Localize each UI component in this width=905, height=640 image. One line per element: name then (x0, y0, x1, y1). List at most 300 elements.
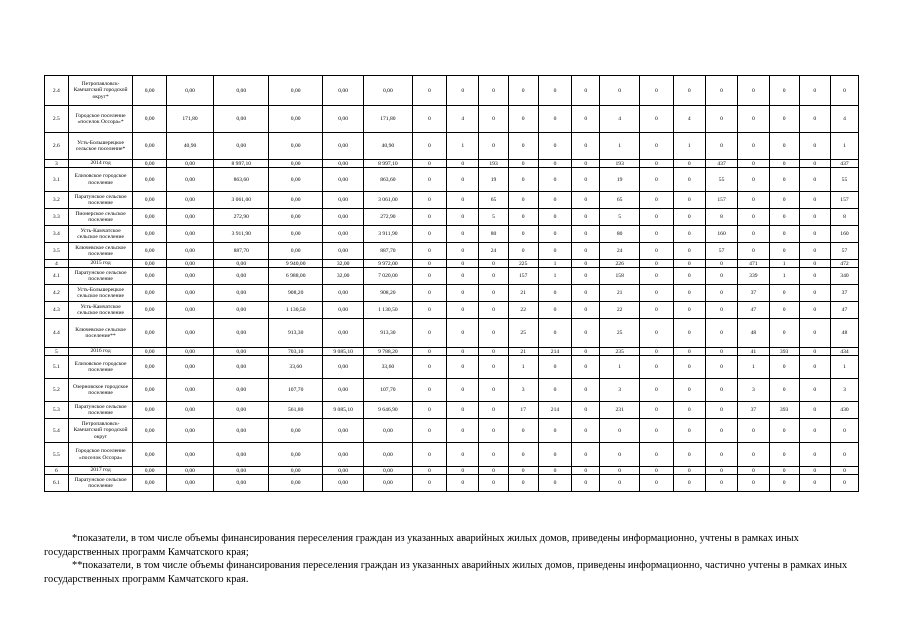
table-cell: 32,00 (323, 268, 364, 285)
table-cell: 0 (412, 302, 447, 319)
table-row (45, 243, 859, 260)
table-cell: 0 (640, 168, 673, 192)
table-cell: 0 (673, 192, 705, 209)
table-body (45, 76, 859, 492)
table-cell: 193 (600, 160, 640, 168)
table-cell: 0 (412, 260, 447, 268)
table-cell: 9 085,10 (323, 348, 364, 356)
table-cell: 0 (479, 302, 508, 319)
row-name: Пионерское сельское поселение (68, 209, 133, 226)
table-cell: 0 (447, 467, 479, 475)
table-cell: 0 (412, 285, 447, 302)
table-cell: 0 (673, 160, 705, 168)
table-cell: 0 (799, 260, 830, 268)
table-cell: 171,80 (364, 106, 413, 133)
table-cell: 393 (769, 348, 799, 356)
resettlement-table (44, 75, 859, 492)
table-cell: 0 (538, 443, 571, 467)
table-cell: 0,00 (166, 160, 213, 168)
row-code: 5.1 (45, 356, 69, 379)
table-cell: 0 (673, 475, 705, 492)
table-cell: 0 (479, 76, 508, 106)
table-cell: 0 (538, 379, 571, 402)
table-cell: 3 (508, 379, 538, 402)
table-cell: 0 (705, 402, 737, 419)
table-cell: 0 (799, 356, 830, 379)
table-cell: 0,00 (214, 319, 269, 348)
table-cell: 0 (508, 168, 538, 192)
table-cell: 0 (640, 192, 673, 209)
table-cell: 0 (412, 160, 447, 168)
table-cell: 0,00 (133, 76, 166, 106)
table-cell: 0,00 (166, 348, 213, 356)
table-cell: 0,00 (166, 302, 213, 319)
table-cell: 0,00 (364, 419, 413, 443)
table-cell: 0,00 (269, 226, 323, 243)
row-name: Озерновское городское поселение (68, 379, 133, 402)
row-code: 2.5 (45, 106, 69, 133)
table-cell: 0 (572, 402, 600, 419)
table-cell: 0 (538, 133, 571, 160)
table-cell: 0 (508, 133, 538, 160)
table-cell: 0 (705, 348, 737, 356)
row-code: 5.4 (45, 419, 69, 443)
table-cell: 3 911,90 (364, 226, 413, 243)
table-cell: 0 (538, 285, 571, 302)
table-cell: 0 (799, 348, 830, 356)
table-cell: 40,90 (166, 133, 213, 160)
table-cell: 0,00 (133, 379, 166, 402)
table-cell: 0 (572, 106, 600, 133)
table-cell: 55 (830, 168, 858, 192)
table-cell: 0 (447, 419, 479, 443)
table-cell: 0,00 (133, 260, 166, 268)
table-cell: 0 (799, 379, 830, 402)
table-cell: 0 (830, 419, 858, 443)
table-cell: 0 (447, 285, 479, 302)
table-cell: 0 (799, 160, 830, 168)
table-cell: 0 (412, 76, 447, 106)
table-cell: 0 (769, 319, 799, 348)
table-cell: 24 (479, 243, 508, 260)
row-code: 3 (45, 160, 69, 168)
table-cell: 0,00 (364, 443, 413, 467)
table-cell: 0 (640, 76, 673, 106)
table-cell: 0 (738, 209, 769, 226)
table-cell: 0 (479, 356, 508, 379)
table-cell: 0,00 (269, 467, 323, 475)
table-cell: 0 (705, 356, 737, 379)
table-cell: 0 (479, 467, 508, 475)
table-cell: 37 (738, 285, 769, 302)
table-cell: 0 (508, 76, 538, 106)
table-cell: 0,00 (269, 168, 323, 192)
table-cell: 55 (705, 168, 737, 192)
table-cell: 0,00 (323, 168, 364, 192)
table-row (45, 209, 859, 226)
table-cell: 37 (830, 285, 858, 302)
table-row (45, 106, 859, 133)
table-cell: 0,00 (166, 168, 213, 192)
table-cell: 0,00 (323, 285, 364, 302)
table-cell: 0 (799, 268, 830, 285)
table-cell: 9 646,90 (364, 402, 413, 419)
table-cell: 0 (738, 106, 769, 133)
table-cell: 0 (799, 209, 830, 226)
footnotes (44, 532, 862, 586)
table-cell: 0 (799, 106, 830, 133)
table-cell: 908,20 (364, 285, 413, 302)
table-cell: 0,00 (214, 467, 269, 475)
table-cell: 0 (600, 467, 640, 475)
table-cell: 5 (479, 209, 508, 226)
table-cell: 0,00 (133, 268, 166, 285)
table-cell: 0 (705, 285, 737, 302)
table-cell: 0 (572, 319, 600, 348)
table-cell: 0 (673, 209, 705, 226)
table-cell: 0 (705, 319, 737, 348)
table-cell: 0 (479, 106, 508, 133)
table-cell: 887,70 (364, 243, 413, 260)
table-cell: 5 (600, 209, 640, 226)
table-cell: 0,00 (269, 443, 323, 467)
table-cell: 0 (799, 226, 830, 243)
table-cell: 0 (412, 268, 447, 285)
table-cell: 0 (640, 419, 673, 443)
table-cell: 0 (447, 402, 479, 419)
table-cell: 0,00 (269, 133, 323, 160)
table-cell: 24 (600, 243, 640, 260)
table-cell: 0 (572, 379, 600, 402)
table-cell: 0 (769, 467, 799, 475)
table-cell: 0 (640, 209, 673, 226)
table-cell: 0 (799, 168, 830, 192)
table-cell: 0 (738, 168, 769, 192)
table-cell: 0 (412, 226, 447, 243)
row-name: 2014 год (68, 160, 133, 168)
table-cell: 8 (830, 209, 858, 226)
table-cell: 193 (479, 160, 508, 168)
table-cell: 272,90 (364, 209, 413, 226)
table-cell: 0,00 (269, 419, 323, 443)
table-cell: 0,00 (166, 356, 213, 379)
table-cell: 0,00 (323, 379, 364, 402)
table-cell: 0 (799, 243, 830, 260)
table-cell: 0 (799, 443, 830, 467)
table-cell: 0,00 (364, 467, 413, 475)
table-cell: 0 (738, 467, 769, 475)
table-cell: 0 (673, 260, 705, 268)
table-cell: 0 (830, 76, 858, 106)
table-cell: 80 (479, 226, 508, 243)
row-code: 3.3 (45, 209, 69, 226)
table-cell: 0 (447, 379, 479, 402)
table-cell: 0 (508, 192, 538, 209)
row-name: Ключевское сельское поселение** (68, 319, 133, 348)
table-cell: 0,00 (214, 419, 269, 443)
table-cell: 0,00 (323, 76, 364, 106)
row-code: 3.1 (45, 168, 69, 192)
table-cell: 47 (738, 302, 769, 319)
table-cell: 0 (479, 402, 508, 419)
table-cell: 21 (600, 285, 640, 302)
table-cell: 0 (479, 443, 508, 467)
row-name: Паратунское сельское поселение (68, 475, 133, 492)
row-name: Паратунское сельское поселение (68, 192, 133, 209)
table-cell: 0,00 (214, 260, 269, 268)
table-cell: 235 (600, 348, 640, 356)
table-cell: 22 (600, 302, 640, 319)
table-cell: 214 (538, 348, 571, 356)
row-code: 4 (45, 260, 69, 268)
table-cell: 9 972,00 (364, 260, 413, 268)
table-cell: 0 (640, 106, 673, 133)
table-row (45, 160, 859, 168)
table-cell: 0 (572, 285, 600, 302)
row-name: Усть-Камчатское сельское поселение (68, 302, 133, 319)
table-cell: 0,00 (166, 209, 213, 226)
table-cell: 0 (412, 356, 447, 379)
table-cell: 0 (769, 475, 799, 492)
table-cell: 157 (830, 192, 858, 209)
table-row (45, 379, 859, 402)
row-name: 2015 год (68, 260, 133, 268)
table-cell: 0 (447, 268, 479, 285)
table-cell: 231 (600, 402, 640, 419)
row-code: 5 (45, 348, 69, 356)
table-cell: 0 (705, 106, 737, 133)
table-cell: 7 020,00 (364, 268, 413, 285)
table-cell: 0 (640, 302, 673, 319)
table-cell: 4 (600, 106, 640, 133)
table-cell: 1 (538, 268, 571, 285)
table-cell: 25 (508, 319, 538, 348)
table-cell: 0,00 (166, 402, 213, 419)
table-cell: 0 (769, 133, 799, 160)
table-cell: 0 (479, 379, 508, 402)
table-row (45, 192, 859, 209)
table-cell: 0,00 (323, 133, 364, 160)
table-cell: 0,00 (214, 348, 269, 356)
table-cell: 0,00 (166, 319, 213, 348)
table-cell: 0 (640, 475, 673, 492)
table-cell: 0 (600, 76, 640, 106)
table-cell: 0 (640, 285, 673, 302)
table-cell: 0 (799, 76, 830, 106)
row-code: 5.2 (45, 379, 69, 402)
table-cell: 0 (830, 443, 858, 467)
table-cell: 21 (508, 348, 538, 356)
table-cell: 0 (572, 443, 600, 467)
table-cell: 0 (572, 419, 600, 443)
table-cell: 0 (799, 133, 830, 160)
table-cell: 21 (508, 285, 538, 302)
table-cell: 0 (572, 209, 600, 226)
table-cell: 0,00 (214, 443, 269, 467)
table-cell: 1 (673, 133, 705, 160)
row-code: 5.5 (45, 443, 69, 467)
table-cell: 430 (830, 402, 858, 419)
table-cell: 0 (600, 419, 640, 443)
table-cell: 0 (799, 475, 830, 492)
table-cell: 0,00 (133, 319, 166, 348)
table-cell: 3 061,00 (214, 192, 269, 209)
table-cell: 0,00 (364, 475, 413, 492)
table-cell: 0 (412, 348, 447, 356)
table-cell: 0 (508, 226, 538, 243)
table-cell: 0 (479, 285, 508, 302)
table-cell: 0,00 (214, 379, 269, 402)
table-cell: 0 (738, 443, 769, 467)
table-cell: 0,00 (323, 226, 364, 243)
table-cell: 8 997,10 (364, 160, 413, 168)
table-cell: 80 (600, 226, 640, 243)
table-cell: 0 (412, 475, 447, 492)
table-cell: 4 (830, 106, 858, 133)
table-cell: 434 (830, 348, 858, 356)
table-cell: 0 (412, 243, 447, 260)
table-cell: 1 (508, 356, 538, 379)
table-cell: 0,00 (166, 379, 213, 402)
table-cell: 0,00 (133, 192, 166, 209)
table-cell: 0 (673, 285, 705, 302)
table-cell: 0 (673, 226, 705, 243)
table-cell: 0,00 (323, 302, 364, 319)
table-cell: 0 (600, 443, 640, 467)
table-cell: 471 (738, 260, 769, 268)
table-cell: 0 (572, 76, 600, 106)
row-name: Паратунское сельское поселение (68, 402, 133, 419)
table-cell: 0 (479, 133, 508, 160)
table-cell: 0,00 (166, 76, 213, 106)
table-cell: 157 (705, 192, 737, 209)
table-cell: 0 (508, 443, 538, 467)
table-cell: 0 (479, 268, 508, 285)
table-cell: 0 (572, 192, 600, 209)
table-cell: 0 (572, 160, 600, 168)
table-cell: 0 (673, 76, 705, 106)
table-row (45, 348, 859, 356)
table-cell: 0,00 (166, 226, 213, 243)
table-cell: 0,00 (133, 226, 166, 243)
table-cell: 0,00 (166, 260, 213, 268)
table-cell: 0,00 (133, 209, 166, 226)
row-code: 6 (45, 467, 69, 475)
table-cell: 57 (830, 243, 858, 260)
table-cell: 1 (769, 260, 799, 268)
table-cell: 3 061,00 (364, 192, 413, 209)
table-cell: 0,00 (214, 106, 269, 133)
table-cell: 0,00 (269, 192, 323, 209)
table-cell: 0 (769, 302, 799, 319)
table-row (45, 285, 859, 302)
table-cell: 0 (479, 419, 508, 443)
table-cell: 0,00 (133, 302, 166, 319)
table-cell: 0 (572, 168, 600, 192)
table-cell: 225 (508, 260, 538, 268)
table-cell: 0 (769, 76, 799, 106)
table-cell: 0 (412, 209, 447, 226)
table-cell: 0 (538, 475, 571, 492)
table-cell: 6 988,00 (269, 268, 323, 285)
table-cell: 0,00 (323, 356, 364, 379)
table-cell: 0 (447, 168, 479, 192)
table-cell: 33,60 (269, 356, 323, 379)
table-cell: 0 (769, 160, 799, 168)
table-cell: 1 (600, 133, 640, 160)
table-cell: 0,00 (166, 243, 213, 260)
table-cell: 0 (479, 348, 508, 356)
table-cell: 0 (538, 302, 571, 319)
table-cell: 48 (830, 319, 858, 348)
table-cell: 0 (538, 106, 571, 133)
table-cell: 0 (447, 319, 479, 348)
table-cell: 913,30 (269, 319, 323, 348)
table-cell: 19 (600, 168, 640, 192)
table-cell: 0,00 (269, 160, 323, 168)
table-cell: 0,00 (133, 133, 166, 160)
table-cell: 0 (447, 76, 479, 106)
table-cell: 0 (705, 133, 737, 160)
table-cell: 0 (538, 209, 571, 226)
table-cell: 0,00 (323, 319, 364, 348)
table-cell: 0,00 (269, 76, 323, 106)
table-cell: 0 (447, 160, 479, 168)
table-row (45, 302, 859, 319)
table-cell: 0 (640, 356, 673, 379)
table-cell: 0,00 (133, 356, 166, 379)
table-cell: 908,20 (269, 285, 323, 302)
footnote-2: **показатели, в том числе объемы финансирования переселения граждан из указанных аварийных жилых домов, приведены информационно, частично учтены в рамках иных государственных программ Камчатского края. (44, 560, 848, 585)
table-cell: 0,00 (166, 192, 213, 209)
table-cell: 0 (640, 133, 673, 160)
row-code: 2.6 (45, 133, 69, 160)
table-cell: 437 (830, 160, 858, 168)
table-cell: 0 (508, 475, 538, 492)
table-cell: 1 (738, 356, 769, 379)
table-cell: 0,00 (166, 443, 213, 467)
table-cell: 0,00 (214, 356, 269, 379)
table-cell: 0 (538, 76, 571, 106)
row-code: 5.3 (45, 402, 69, 419)
table-cell: 0 (769, 419, 799, 443)
table-cell: 0 (799, 192, 830, 209)
row-name: Усть-Большерецкое сельское поселение* (68, 133, 133, 160)
table-cell: 0 (640, 160, 673, 168)
table-cell: 3 (600, 379, 640, 402)
table-cell: 0 (572, 268, 600, 285)
table-cell: 272,90 (214, 209, 269, 226)
table-cell: 0,00 (214, 302, 269, 319)
table-cell: 0 (640, 402, 673, 419)
table-cell: 0 (640, 260, 673, 268)
table-cell: 1 130,50 (364, 302, 413, 319)
table-cell: 1 (538, 260, 571, 268)
table-cell: 0,00 (323, 209, 364, 226)
table-cell: 0 (673, 356, 705, 379)
table-cell: 0,00 (323, 467, 364, 475)
table-cell: 0,00 (133, 168, 166, 192)
table-cell: 1 (769, 268, 799, 285)
table-cell: 0 (705, 76, 737, 106)
row-code: 3.2 (45, 192, 69, 209)
table-cell: 887,70 (214, 243, 269, 260)
table-cell: 339 (738, 268, 769, 285)
row-code: 2.4 (45, 76, 69, 106)
table-cell: 157 (508, 268, 538, 285)
row-name: Ключевское сельское поселение (68, 243, 133, 260)
table-cell: 25 (600, 319, 640, 348)
